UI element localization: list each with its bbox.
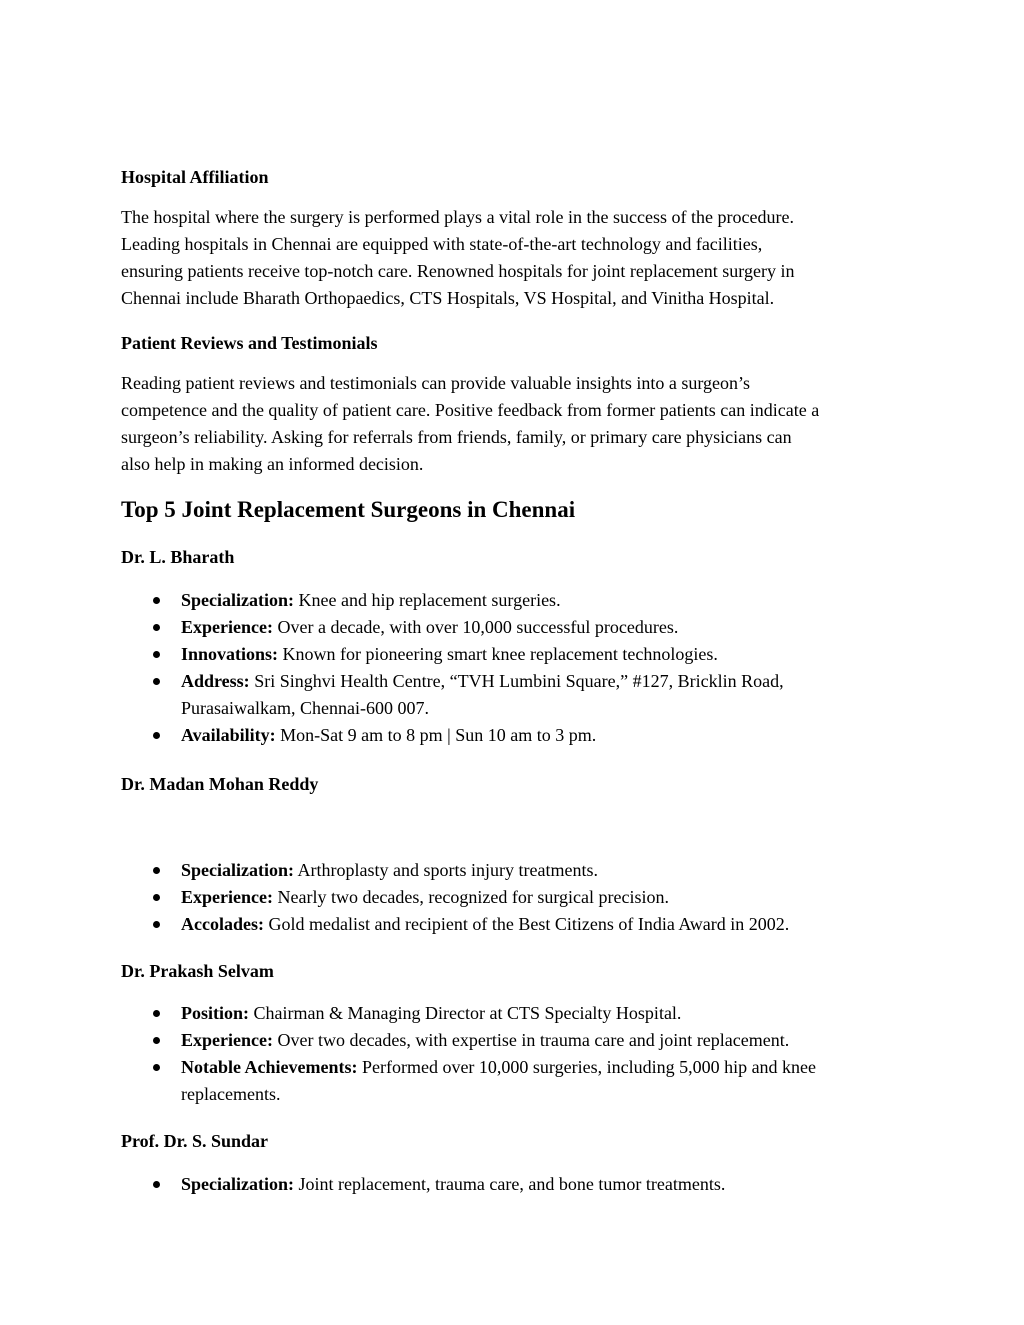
list-item (121, 722, 911, 749)
list-item (121, 1027, 911, 1054)
bullet-icon (153, 1010, 160, 1017)
surgeon-name-reddy: Dr. Madan Mohan Reddy (121, 774, 319, 794)
hospital-affiliation-paragraph (121, 204, 911, 312)
selvam-details-list (121, 1000, 911, 1108)
bullet-icon (153, 624, 160, 631)
item-text: Over two decades, with expertise in trauma care and joint replacement. (272, 1030, 790, 1050)
item-label: Experience: (181, 887, 273, 907)
item-text: Mon-Sat 9 am to 8 pm | Sun 10 am to 3 pm. (275, 725, 597, 745)
item-label: Experience: (181, 1030, 273, 1050)
bullet-icon (153, 921, 160, 928)
list-item (121, 668, 911, 722)
item-label: Specialization: (181, 860, 294, 880)
bullet-icon (153, 1037, 160, 1044)
item-text: Over a decade, with over 10,000 successful procedures. (272, 617, 679, 637)
paragraph-line: Leading hospitals in Chennai are equipped with state-of-the-art technology and facilities, (121, 234, 763, 254)
item-text-continued: Purasaiwalkam, Chennai-600 007. (181, 698, 429, 718)
bullet-icon (153, 651, 160, 658)
item-label: Notable Achievements: (181, 1057, 358, 1077)
paragraph-line: Chennai include Bharath Orthopaedics, CTS Hospitals, VS Hospital, and Vinitha Hospital. (121, 288, 775, 308)
list-item (121, 1000, 911, 1027)
bullet-icon (153, 1181, 160, 1188)
paragraph-line: also help in making an informed decision. (121, 454, 424, 474)
item-text: Joint replacement, trauma care, and bone tumor treatments. (294, 1174, 726, 1194)
bullet-icon (153, 678, 160, 685)
list-item (121, 1171, 911, 1198)
item-label: Accolades: (181, 914, 264, 934)
item-text: Nearly two decades, recognized for surgical precision. (272, 887, 669, 907)
paragraph-line: The hospital where the surgery is performed plays a vital role in the success of the procedure. (121, 207, 794, 227)
bullet-icon (153, 597, 160, 604)
item-text: Knee and hip replacement surgeries. (294, 590, 561, 610)
patient-reviews-heading: Patient Reviews and Testimonials (121, 333, 378, 353)
item-label: Experience: (181, 617, 273, 637)
list-item (121, 911, 911, 938)
bullet-icon (153, 894, 160, 901)
item-label: Innovations: (181, 644, 279, 664)
bullet-icon (153, 867, 160, 874)
item-text: Performed over 10,000 surgeries, including 5,000 hip and knee (357, 1057, 817, 1077)
list-item (121, 1054, 911, 1108)
paragraph-line: surgeon’s reliability. Asking for referrals from friends, family, or primary care physicians can (121, 427, 792, 447)
item-label: Availability: (181, 725, 276, 745)
bullet-icon (153, 1064, 160, 1071)
paragraph-line: competence and the quality of patient care. Positive feedback from former patients can indicate a (121, 400, 820, 420)
patient-reviews-paragraph (121, 370, 911, 478)
item-label: Specialization: (181, 1174, 294, 1194)
list-item (121, 857, 911, 884)
item-text-continued: replacements. (181, 1084, 281, 1104)
sundar-details-list (121, 1171, 911, 1198)
list-item (121, 641, 911, 668)
top5-surgeons-heading: Top 5 Joint Replacement Surgeons in Chennai (121, 497, 576, 522)
list-item (121, 884, 911, 911)
item-text: Known for pioneering smart knee replacement technologies. (278, 644, 718, 664)
hospital-affiliation-heading: Hospital Affiliation (121, 167, 269, 187)
paragraph-line: Reading patient reviews and testimonials can provide valuable insights into a surgeon’s (121, 373, 751, 393)
item-label: Specialization: (181, 590, 294, 610)
item-text: Chairman & Managing Director at CTS Specialty Hospital. (249, 1003, 682, 1023)
item-text: Gold medalist and recipient of the Best Citizens of India Award in 2002. (263, 914, 790, 934)
reddy-details-list (121, 857, 911, 938)
list-item (121, 587, 911, 614)
item-label: Address: (181, 671, 250, 691)
paragraph-line: ensuring patients receive top-notch care. Renowned hospitals for joint replacement surgery in (121, 261, 795, 281)
bharath-details-list (121, 587, 911, 749)
list-item (121, 614, 911, 641)
item-text: Sri Singhvi Health Centre, “TVH Lumbini Square,” #127, Bricklin Road, (249, 671, 784, 691)
surgeon-name-bharath: Dr. L. Bharath (121, 547, 235, 567)
surgeon-name-selvam: Dr. Prakash Selvam (121, 961, 274, 981)
item-label: Position: (181, 1003, 250, 1023)
surgeon-name-sundar: Prof. Dr. S. Sundar (121, 1131, 269, 1151)
bullet-icon (153, 732, 160, 739)
item-text: Arthroplasty and sports injury treatments. (294, 860, 598, 880)
